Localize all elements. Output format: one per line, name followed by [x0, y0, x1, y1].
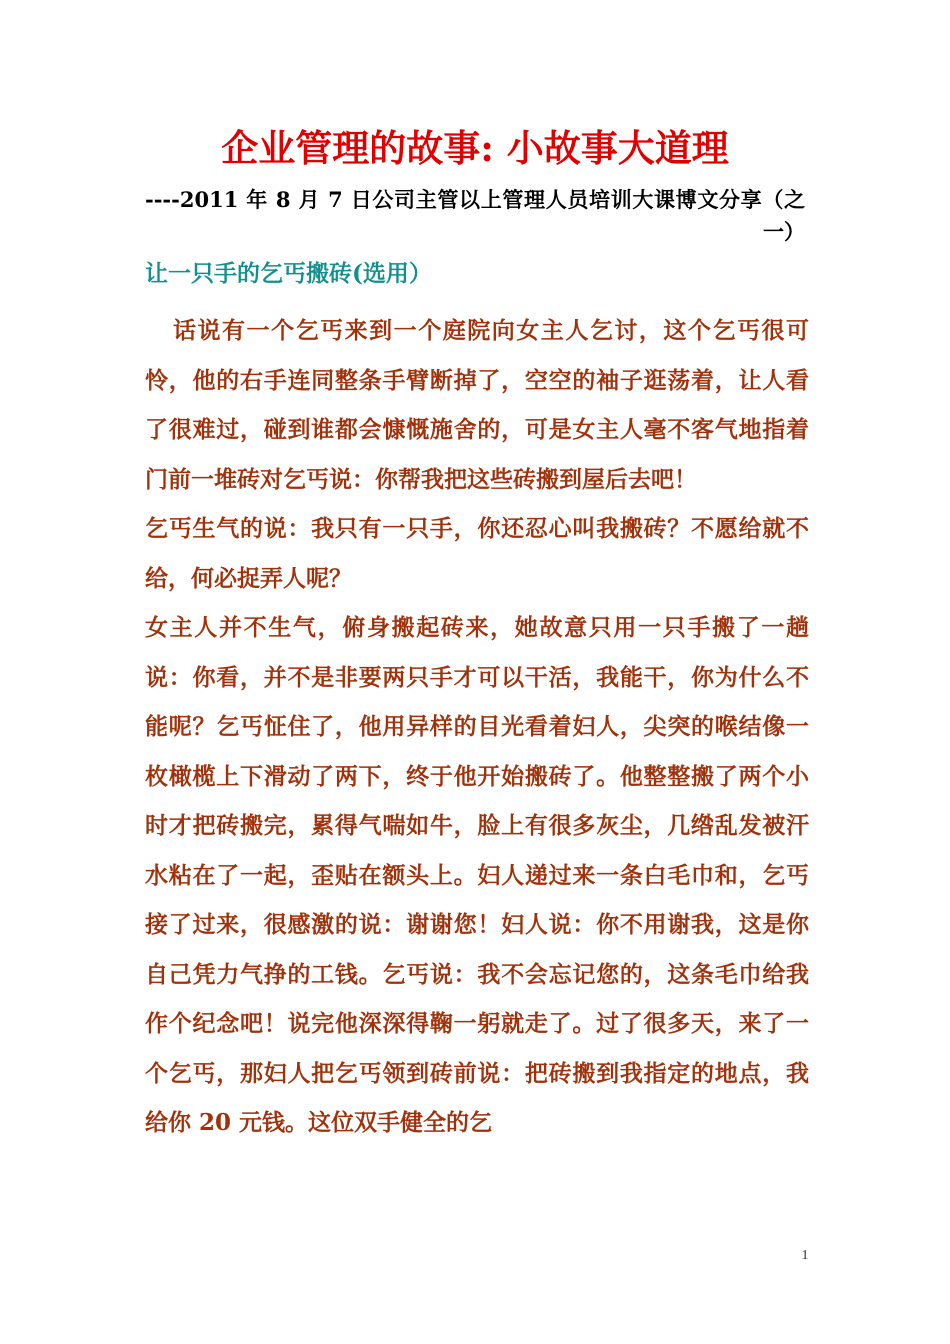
document-title: 企业管理的故事: 小故事大道理	[221, 126, 729, 170]
section-heading: 让一只手的乞丐搬砖(选用）	[145, 260, 432, 287]
paragraph: 乞丐生气的说：我只有一只手，你还忍心叫我搬砖？不愿给就不给，何必捉弄人呢？	[145, 515, 809, 592]
story-body	[145, 306, 809, 1148]
paragraph: 话说有一个乞丐来到一个庭院向女主人乞讨，这个乞丐很可怜，他的右手连同整条手臂断掉了，空空的袖子逛荡着，让人看了很难过，碰到谁都会慷慨施舍的，可是女主人毫不客气地指着门前一堆砖对乞丐说：你帮我把这些砖搬到屋后去吧！	[145, 317, 809, 493]
document-subtitle: ----2011 年 8 月 7 日公司主管以上管理人员培训大课博文分享（之一）	[145, 187, 805, 244]
page-number: 1	[801, 1248, 809, 1263]
paragraph: 女主人并不生气，俯身搬起砖来，她故意只用一只手搬了一趟说：你看，并不是非要两只手才可以干活，我能干，你为什么不能呢？乞丐怔住了，他用异样的目光看着妇人，尖突的喉结像一枚橄榄上下滑动了两下，终于他开始搬砖了。他整整搬了两个小时才把砖搬完，累得气喘如牛，脸上有很多灰尘，几绺乱发被汗水粘在了一起，歪贴在额头上。妇人递过来一条白毛巾和，乞丐接了过来，很感激的说：谢谢您！妇人说：你不用谢我，这是你自己凭力气挣的工钱。乞丐说：我不会忘记您的，这条毛巾给我作个纪念吧！说完他深深得鞠一躬就走了。过了很多天，来了一个乞丐，那妇人把乞丐领到砖前说：把砖搬到我指定的地点，我给你 20 元钱。这位双手健全的乞	[145, 614, 809, 1136]
